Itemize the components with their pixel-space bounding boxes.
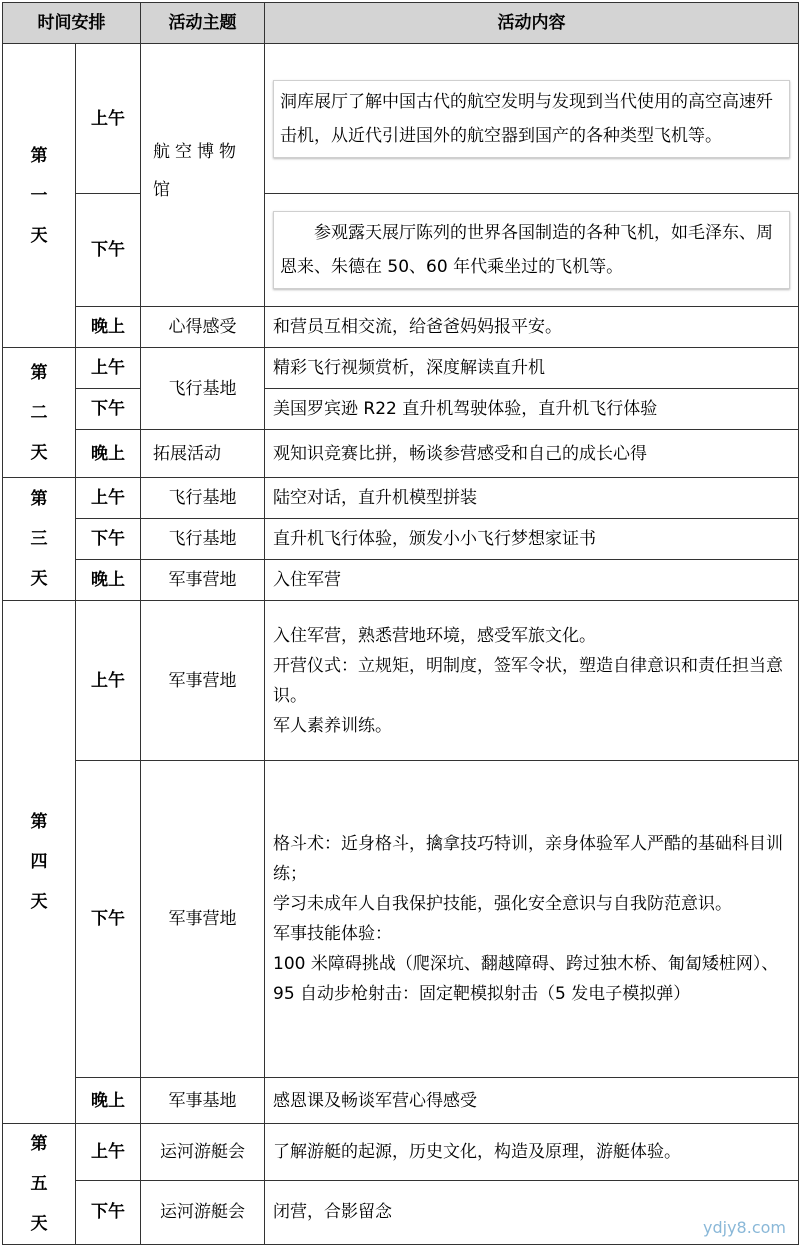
table-row: [3, 1078, 799, 1124]
period-label: 下午: [76, 519, 141, 560]
content-cell: 美国罗宾逊 R22 直升机驾驶体验，直升机飞行体验: [265, 389, 799, 430]
day-char: 天: [30, 892, 48, 912]
content-cell: 和营员互相交流，给爸爸妈妈报平安。: [265, 307, 799, 348]
table-row: [3, 307, 799, 348]
period-label: 晚上: [76, 307, 141, 348]
table-row: [3, 194, 799, 307]
period-label: 晚上: [76, 430, 141, 478]
day-char: 天: [30, 442, 48, 463]
day-char: 第: [30, 812, 48, 832]
content-text: 军事技能体验：: [273, 924, 392, 944]
content-text: 学习未成年人自我保护技能，强化安全意识与自我防范意识。: [273, 894, 732, 914]
content-text: 军人素养训练。: [273, 715, 392, 736]
period-label: 下午: [76, 1180, 141, 1244]
content-cell: 闭营，合影留念: [265, 1180, 799, 1244]
theme-cell: 军事营地: [141, 761, 265, 1078]
period-label: 晚上: [76, 1078, 141, 1124]
day-label: [3, 44, 76, 348]
theme-cell: 军事营地: [141, 601, 265, 761]
table-row: [3, 348, 799, 389]
table-row: [3, 1124, 799, 1181]
day-label: [3, 348, 76, 478]
day-char: 天: [30, 1214, 48, 1234]
table-row: [3, 1180, 799, 1244]
table-row: [3, 761, 799, 1078]
header-row: [3, 3, 799, 44]
period-label: 下午: [76, 761, 141, 1078]
content-cell: [265, 194, 799, 307]
theme-cell: 飞行基地: [141, 519, 265, 560]
theme-cell: 运河游艇会: [141, 1180, 265, 1244]
period-label: 下午: [76, 389, 141, 430]
theme-cell: 军事营地: [141, 560, 265, 601]
day-label: [3, 1124, 76, 1245]
day-char: 第: [30, 145, 48, 166]
theme-line: 馆: [153, 180, 175, 200]
content-cell: 观知识竞赛比拼，畅谈参营感受和自己的成长心得: [265, 430, 799, 478]
period-label: 下午: [76, 194, 141, 307]
theme-cell: 军事基地: [141, 1078, 265, 1124]
content-text: 洞库展厅了解中国古代的航空发明与发现到当代使用的高空高速歼击机，从近代引进国外的航空器到国产的各种类型飞机等。: [273, 80, 790, 158]
table-row: [3, 601, 799, 761]
table-row: [3, 389, 799, 430]
content-text: 格斗术：近身格斗，擒拿技巧特训，亲身体验军人严酷的基础科目训练；: [273, 834, 783, 884]
day-char: 二: [30, 402, 48, 423]
day-char: 一: [30, 185, 48, 206]
day-char: 第: [30, 362, 48, 383]
table-row: [3, 430, 799, 478]
period-label: 上午: [76, 348, 141, 389]
table-row: [3, 519, 799, 560]
period-label: 上午: [76, 44, 141, 194]
day-char: 第: [30, 1134, 48, 1154]
content-cell: 入住军营: [265, 560, 799, 601]
header-theme: 活动主题: [141, 3, 265, 44]
content-text: 入住军营，熟悉营地环境，感受军旅文化。: [273, 625, 596, 646]
period-label: 上午: [76, 1124, 141, 1181]
period-label: 上午: [76, 478, 141, 519]
day-char: 天: [30, 569, 48, 589]
day-label: [3, 478, 76, 601]
content-cell: 了解游艇的起源，历史文化，构造及原理，游艇体验。: [265, 1124, 799, 1181]
period-label: 晚上: [76, 560, 141, 601]
theme-cell: [141, 44, 265, 307]
table-row: [3, 478, 799, 519]
content-cell: [265, 761, 799, 1078]
content-cell: 精彩飞行视频赏析，深度解读直升机: [265, 348, 799, 389]
content-cell: 感恩课及畅谈军营心得感受: [265, 1078, 799, 1124]
content-text: 100 米障碍挑战（爬深坑、翻越障碍、跨过独木桥、匍匐矮桩网）、95 自动步枪射击：固定靶模拟射击（5 发电子模拟弹）: [273, 954, 779, 1004]
day-char: 五: [30, 1174, 48, 1194]
theme-cell: 飞行基地: [141, 478, 265, 519]
table-row: [3, 560, 799, 601]
schedule-table: [2, 2, 799, 1245]
day-char: 四: [30, 852, 48, 872]
content-cell: [265, 44, 799, 194]
theme-cell: 心得感受: [141, 307, 265, 348]
day-label: [3, 601, 76, 1124]
header-content: 活动内容: [265, 3, 799, 44]
content-text: 开营仪式：立规矩，明制度，签军令状，塑造自律意识和责任担当意识。: [273, 655, 783, 706]
content-cell: [265, 601, 799, 761]
theme-cell: 拓展活动: [141, 430, 265, 478]
watermark-text: ydjy8.com: [703, 1218, 786, 1237]
theme-line: 航空博物: [153, 142, 241, 162]
day-char: 第: [30, 489, 48, 509]
day-char: 三: [30, 529, 48, 549]
day-char: 天: [30, 225, 48, 246]
period-label: 上午: [76, 601, 141, 761]
table-row: [3, 44, 799, 194]
content-cell: 直升机飞行体验，颁发小小飞行梦想家证书: [265, 519, 799, 560]
content-text: 参观露天展厅陈列的世界各国制造的各种飞机，如毛泽东、周恩来、朱德在 50、60 年代乘坐过的飞机等。: [273, 211, 790, 289]
theme-cell: 运河游艇会: [141, 1124, 265, 1181]
theme-cell: 飞行基地: [141, 348, 265, 430]
content-cell: 陆空对话，直升机模型拼装: [265, 478, 799, 519]
header-time: 时间安排: [3, 3, 141, 44]
